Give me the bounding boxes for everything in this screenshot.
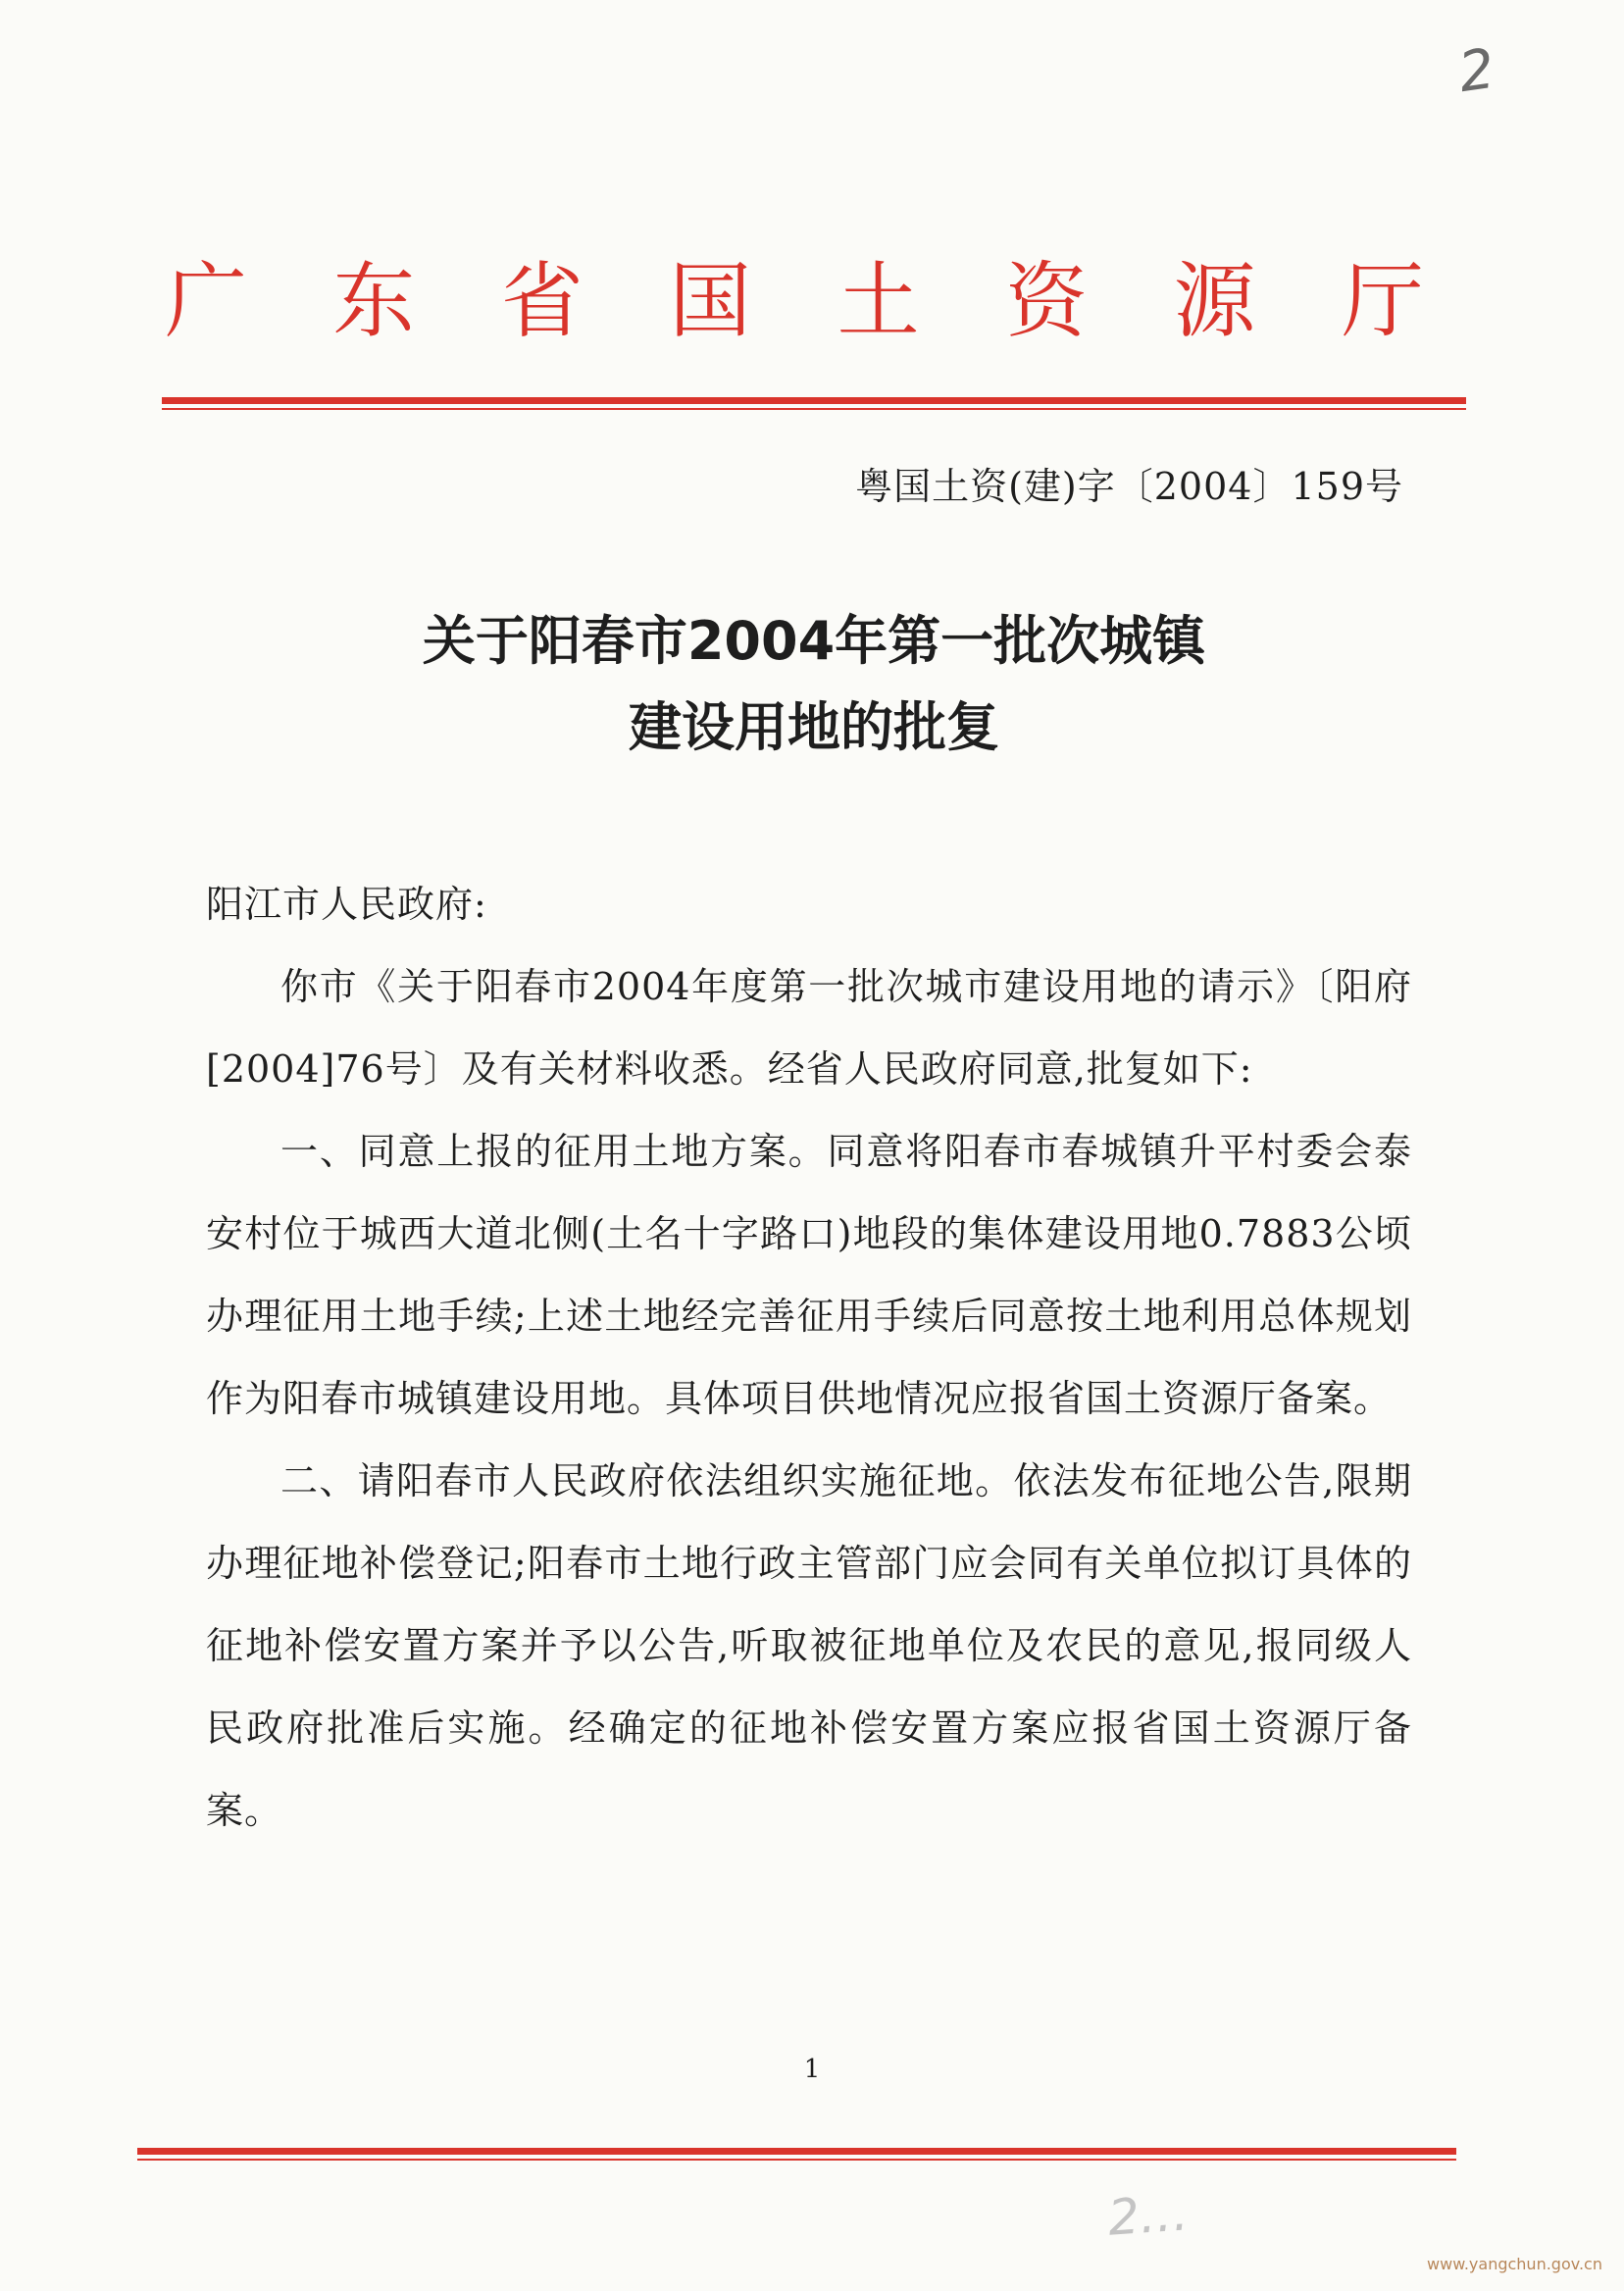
- letterhead-char: 资: [1005, 253, 1089, 349]
- letterhead-divider: [162, 397, 1466, 411]
- pencil-annotation: 2…: [1106, 2184, 1191, 2247]
- page-number: 1: [803, 2055, 821, 2084]
- document-number: 粤国土资(建)字〔2004〕159号: [855, 465, 1403, 508]
- paragraph: 二、请阳春市人民政府依法组织实施征地。依法发布征地公告,限期办理征地补偿登记;阳春市土地行政主管部门应会同有关单位拟订具体的征地补偿安置方案并予以公告,听取被征地单位及农民的意见,报同级人民政府批准后实施。经确定的征地补偿安置方案应报省国土资源厅备案。: [206, 1459, 1412, 1832]
- letterhead-char: 广: [164, 253, 247, 349]
- divider-thin-line: [162, 408, 1466, 410]
- footer-divider: [137, 2148, 1456, 2162]
- document-body: [206, 863, 1412, 1852]
- letterhead-char: 厅: [1341, 253, 1424, 349]
- document-title: [162, 598, 1466, 771]
- salutation: 阳江市人民政府:: [206, 883, 487, 926]
- letterhead-char: 省: [500, 253, 584, 349]
- divider-thick-line: [137, 2148, 1456, 2155]
- title-line-2: 建设用地的批复: [629, 696, 999, 758]
- paragraph: 一、同意上报的征用土地方案。同意将阳春市春城镇升平村委会泰安村位于城西大道北侧(土名十字路口)地段的集体建设用地0.7883公顷办理征用土地手续;上述土地经完善征用手续后同意按土地利用总体规划作为阳春市城镇建设用地。具体项目供地情况应报省国土资源厅备案。: [206, 1130, 1412, 1420]
- paragraph: 你市《关于阳春市2004年度第一批次城市建设用地的请示》〔阳府[2004]76号〕及有关材料收悉。经省人民政府同意,批复如下:: [206, 965, 1412, 1091]
- letterhead-char: 东: [332, 253, 416, 349]
- letterhead-title: [162, 235, 1427, 354]
- title-line-1: 关于阳春市2004年第一批次城镇: [422, 610, 1206, 672]
- handwritten-page-mark: 2: [1454, 36, 1498, 106]
- letterhead-char: 源: [1173, 253, 1256, 349]
- divider-thick-line: [162, 397, 1466, 404]
- site-watermark: www.yangchun.gov.cn: [1427, 2255, 1602, 2273]
- letterhead-char: 土: [837, 253, 920, 349]
- letterhead-char: 国: [669, 253, 752, 349]
- divider-thin-line: [137, 2159, 1456, 2161]
